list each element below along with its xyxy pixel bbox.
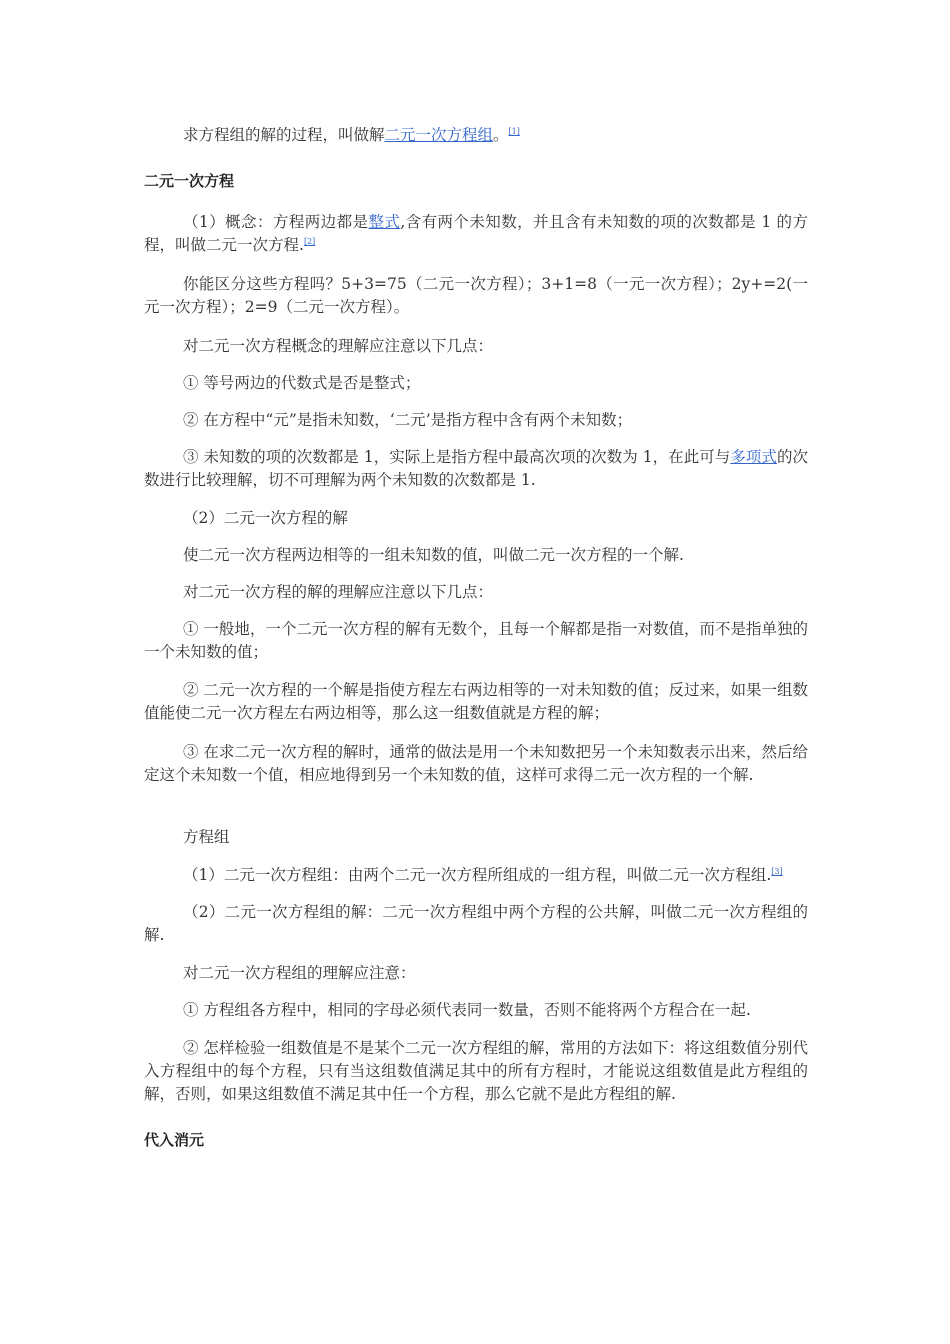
- paragraph-system-definition: （1）二元一次方程组：由两个二元一次方程所组成的一组方程，叫做二元一次方程组.[3]: [183, 866, 783, 884]
- section-heading-substitution: 代入消元: [144, 1131, 205, 1149]
- list-item-note-2: ② 在方程中“元”是指未知数，‘二元’是指方程中含有两个未知数；: [183, 411, 633, 429]
- link-polynomial[interactable]: 多项式: [730, 448, 777, 466]
- list-item-solution-note-3: ③ 在求二元一次方程的解时，通常的做法是用一个未知数把另一个未知数表示出来，然后给定这个未知数一个值，相应地得到另一个未知数的值，这样可求得二元一次方程的一个解.: [144, 743, 808, 784]
- subheading-system: 方程组: [183, 828, 230, 846]
- list-item-system-note-1: ① 方程组各方程中，相同的字母必须代表同一数量，否则不能将两个方程合在一起.: [183, 1001, 751, 1019]
- footnote-ref-3[interactable]: [3]: [771, 867, 783, 876]
- subheading-solution: （2）二元一次方程的解: [183, 509, 348, 527]
- paragraph-distinguish: 你能区分这些方程吗？5+3=75（二元一次方程）；3+1=8（一元一次方程）；2y+=2(一元一次方程）；2=9（二元一次方程）。: [144, 275, 808, 316]
- list-item-note-3: ③ 未知数的项的次数都是 1，实际上是指方程中最高次项的次数为 1，在此可与多项式的次数进行比较理解，切不可理解为两个未知数的次数都是 1.: [144, 448, 808, 489]
- paragraph-solution-definition: 使二元一次方程两边相等的一组未知数的值，叫做二元一次方程的一个解.: [183, 546, 684, 564]
- paragraph-system-notes-intro: 对二元一次方程组的理解应注意：: [183, 964, 416, 982]
- list-item-system-note-2: ② 怎样检验一组数值是不是某个二元一次方程组的解，常用的方法如下：将这组数值分别代入方程组中的每个方程，只有当这组数值满足其中的所有方程时，才能说这组数值是此方程组的解，否则，如果这组数值不满足其中任一个方程，那么它就不是此方程组的解.: [144, 1039, 808, 1103]
- list-item-note-1: ① 等号两边的代数式是否是整式；: [183, 374, 421, 392]
- footnote-ref-1[interactable]: [1]: [508, 127, 520, 136]
- paragraph-solving-system: 求方程组的解的过程，叫做解二元一次方程组。[1]: [183, 126, 520, 144]
- link-polynomial-integral[interactable]: 整式: [368, 213, 401, 231]
- paragraph-solution-notes-intro: 对二元一次方程的解的理解应注意以下几点：: [183, 583, 494, 601]
- footnote-ref-2[interactable]: [2]: [303, 237, 316, 246]
- link-linear-system[interactable]: 二元一次方程组: [384, 126, 494, 144]
- paragraph-concept: （1）概念：方程两边都是整式,含有两个未知数，并且含有未知数的项的次数都是 1 的方程，叫做二元一次方程.[2]: [144, 213, 808, 254]
- list-item-solution-note-1: ① 一般地，一个二元一次方程的解有无数个，且每一个解都是指一对数值，而不是指单独的一个未知数的值；: [144, 620, 808, 661]
- paragraph-system-solution: （2）二元一次方程组的解：二元一次方程组中两个方程的公共解，叫做二元一次方程组的解.: [144, 903, 808, 944]
- section-heading-linear-equation: 二元一次方程: [144, 172, 235, 190]
- paragraph-notes-intro: 对二元一次方程概念的理解应注意以下几点：: [183, 337, 494, 355]
- list-item-solution-note-2: ② 二元一次方程的一个解是指使方程左右两边相等的一对未知数的值；反过来，如果一组数值能使二元一次方程左右两边相等，那么这一组数值就是方程的解；: [144, 681, 808, 722]
